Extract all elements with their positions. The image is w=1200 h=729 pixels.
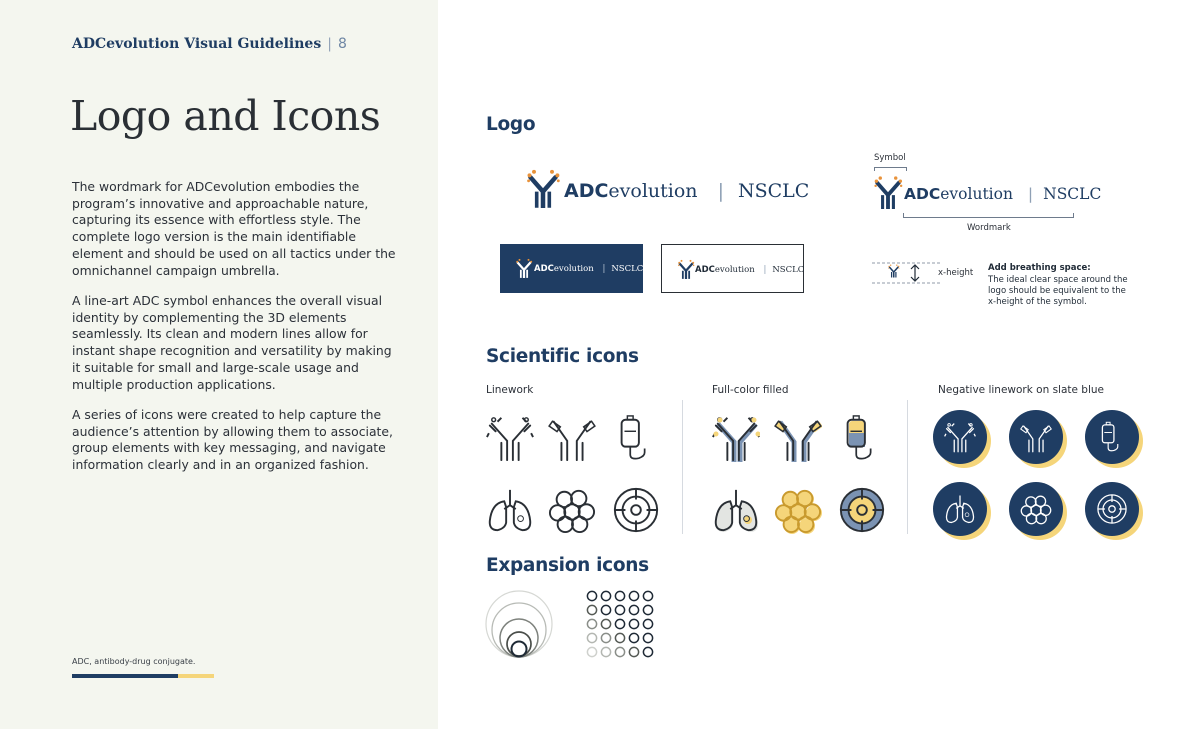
dot-grid-circle	[643, 591, 652, 600]
breathing-space-body: The ideal clear space around the logo should be equivalent to the x-height of the symbol.	[988, 275, 1128, 308]
dot-grid-circle	[643, 619, 652, 628]
negative-target-icon	[1085, 482, 1143, 540]
dot-grid-circle	[629, 591, 638, 600]
adc-symbol-icon	[525, 168, 561, 208]
group-label-linework: Linework	[486, 384, 534, 396]
logo-indication: NSCLC	[772, 265, 805, 275]
dot-grid-circle	[615, 633, 624, 642]
footer-bar-navy	[72, 674, 178, 678]
logo-indication: NSCLC	[611, 264, 644, 274]
dot-grid-circle	[601, 591, 610, 600]
dot-grid-expansion-icon	[584, 590, 658, 660]
paragraph-symbol: A line-art ADC symbol enhances the overall visual identity by complementing the 3D elements seamlessly. Its clean and modern lines allow for instant shape recognition and versatility by making it suitable for small and large-scale usage and multiple production applications.	[72, 293, 392, 392]
logo-separator: |	[717, 180, 724, 202]
dot-grid-circle	[587, 647, 596, 656]
header-title: ADCevolution Visual Guidelines	[72, 36, 322, 52]
group-divider	[907, 400, 908, 534]
logo-indication: NSCLC	[738, 180, 810, 202]
logo-outline-version	[661, 244, 804, 293]
dot-grid-circle	[601, 647, 610, 656]
negative-antibody-icon	[1009, 410, 1067, 468]
lungs-filled-icon	[712, 486, 760, 534]
dot-grid-circle	[615, 605, 624, 614]
breathing-space-diagram	[872, 258, 942, 288]
group-label-filled: Full-color filled	[712, 384, 789, 396]
dot-grid-circle	[643, 605, 652, 614]
lungs-icon	[486, 486, 534, 534]
logo-separator: |	[763, 265, 767, 275]
nested-circles-expansion-icon	[484, 590, 556, 660]
brand-bold: ADC	[904, 185, 941, 203]
expansion-icons-heading: Expansion icons	[486, 555, 649, 576]
dot-grid-circle	[615, 591, 624, 600]
negative-antibody-conjugate-icon	[933, 410, 991, 468]
iv-bag-filled-icon	[838, 414, 886, 462]
brand-rest: evolution	[940, 185, 1013, 203]
wordmark-label: Wordmark	[967, 223, 1011, 233]
dot-grid-circle	[601, 619, 610, 628]
logo-indication: NSCLC	[1043, 185, 1102, 203]
logo-separator: |	[1027, 185, 1034, 203]
symbol-label: Symbol	[874, 153, 906, 163]
dot-grid-circle	[643, 647, 652, 656]
header-separator: |	[327, 36, 332, 52]
adc-symbol-icon	[677, 259, 695, 279]
footnote: ADC, antibody-drug conjugate.	[72, 657, 196, 666]
footer-bar-yellow	[178, 674, 214, 678]
dot-grid-circle	[615, 619, 624, 628]
page-title: Logo and Icons	[70, 92, 381, 140]
scientific-icons-heading: Scientific icons	[486, 346, 639, 367]
page-number: 8	[337, 36, 347, 52]
iv-bag-icon	[612, 414, 660, 462]
dot-grid-circle	[601, 633, 610, 642]
tumor-cell-cluster-icon	[548, 486, 596, 534]
brand-rest: evolution	[553, 264, 594, 274]
logo-navy-version	[500, 244, 643, 293]
group-divider	[682, 400, 683, 534]
dot-grid-circle	[629, 619, 638, 628]
dot-grid-circle	[587, 605, 596, 614]
adc-symbol-icon	[872, 175, 904, 209]
antibody-conjugate-filled-icon	[712, 414, 760, 462]
tumor-cell-cluster-filled-icon	[774, 486, 822, 534]
negative-icons-group	[930, 408, 1150, 540]
dot-grid-circle	[587, 633, 596, 642]
negative-lungs-icon	[933, 482, 991, 540]
antibody-icon	[548, 414, 596, 462]
navy-logo-wordmark	[534, 264, 643, 274]
dot-grid-circle	[629, 633, 638, 642]
main-logo-wordmark	[564, 180, 809, 202]
dot-grid-circle	[601, 605, 610, 614]
dot-grid-circle	[615, 647, 624, 656]
breathing-space-title: Add breathing space:	[988, 263, 1091, 273]
adc-symbol-icon	[515, 258, 533, 278]
symbol-bracket	[874, 167, 907, 171]
dot-grid-circle	[587, 591, 596, 600]
negative-iv-bag-icon	[1085, 410, 1143, 468]
brand-bold: ADC	[564, 180, 609, 202]
brand-bold: ADC	[695, 265, 715, 275]
dot-grid-circle	[629, 605, 638, 614]
wordmark-bracket	[903, 213, 1074, 218]
dot-grid-circle	[643, 633, 652, 642]
brand-bold: ADC	[534, 264, 554, 274]
dot-grid-circle	[629, 647, 638, 656]
antibody-filled-icon	[774, 414, 822, 462]
xheight-label: x-height	[938, 268, 974, 278]
brand-rest: evolution	[714, 265, 755, 275]
antibody-conjugate-icon	[486, 414, 534, 462]
brand-rest: evolution	[608, 180, 698, 202]
logo-heading: Logo	[486, 114, 536, 135]
target-icon	[612, 486, 660, 534]
group-label-negative: Negative linework on slate blue	[938, 384, 1105, 396]
outline-logo-wordmark	[695, 265, 804, 275]
logo-separator: |	[602, 264, 606, 274]
dot-grid-circle	[587, 619, 596, 628]
paragraph-wordmark: The wordmark for ADCevolution embodies the program’s innovative and approachable nature, capturing its essence with effortless style. The complete logo version is the main identifiable element and should be used on all tactics under the omnichannel campaign umbrella.	[72, 179, 396, 278]
page-header	[72, 36, 347, 52]
target-filled-icon	[838, 486, 886, 534]
negative-tumor-cluster-icon	[1009, 482, 1067, 540]
paragraph-icons: A series of icons were created to help capture the audience’s attention by allowing them to associate, group elements with key messaging, and navigate information clearly and in an organized fashion.	[72, 407, 393, 473]
anatomy-logo-wordmark	[904, 185, 1101, 203]
